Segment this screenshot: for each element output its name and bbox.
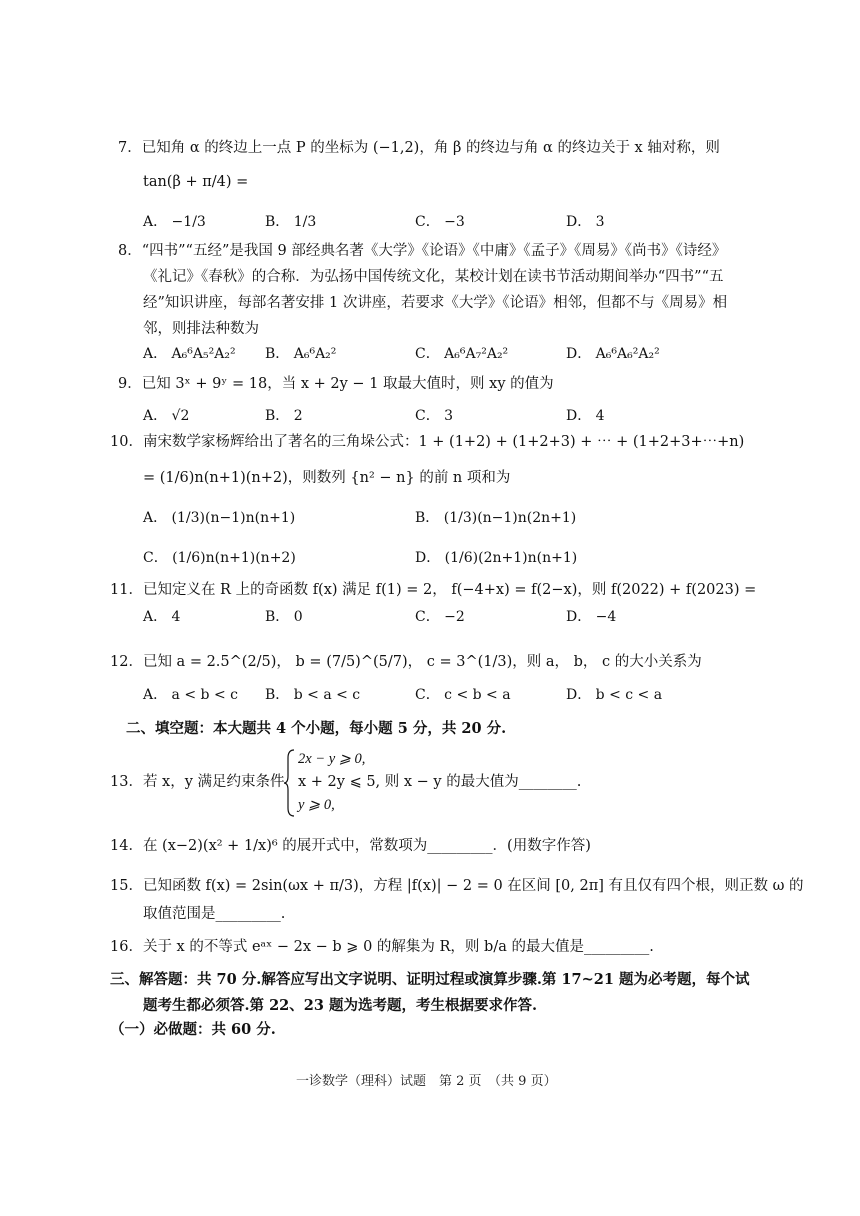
q8-option-a: A． A₆⁶A₅²A₂² [143, 346, 236, 362]
q7-option-b: B． 1/3 [265, 214, 317, 230]
q10-option-b: B． (1/3)(n−1)n(2n+1) [415, 510, 577, 526]
page-footer: 一诊数学（理科）试题 第 2 页 （共 9 页） [296, 1074, 557, 1089]
q11-option-b: B． 0 [265, 609, 303, 625]
q10-option-c: C． (1/6)n(n+1)(n+2) [143, 550, 296, 566]
q12-option-a: A． a < b < c [143, 687, 238, 703]
q8-option-d: D． A₆⁶A₆²A₂² [566, 346, 660, 362]
q7-option-a: A． −1/3 [143, 214, 206, 230]
section-heading-fill-in: 二、填空题：本大题共 4 个小题，每小题 5 分，共 20 分. [126, 720, 507, 737]
q12-option-d: D． b < c < a [566, 687, 663, 703]
q8-line3: 经”知识讲座，每部名著安排 1 次讲座，若要求《大学》《论语》相邻，但都不与《周易》相 [143, 295, 728, 311]
q8-line1: 8．“四书”“五经”是我国 9 部经典名著《大学》《论语》《中庸》《孟子》《周易》《尚书》《诗经》 [118, 243, 727, 259]
q11-option-c: C． −2 [415, 609, 465, 625]
q13-constraint-2: x + 2y ⩽ 5, 则 x − y 的最大值为________. [298, 774, 582, 790]
subsection-required: （一）必做题：共 60 分. [110, 1021, 276, 1038]
q11-line1: 11．已知定义在 R 上的奇函数 f(x) 满足 f(1) = 2， f(−4+x) = f(2−x)，则 f(2022) + f(2023) = [110, 582, 757, 598]
q12-option-b: B． b < a < c [265, 687, 361, 703]
q7-option-c: C． −3 [415, 214, 465, 230]
section-heading-solutions-line1: 三、解答题：共 70 分.解答应写出文字说明、证明过程或演算步骤.第 17~21 题为必考题，每个试 [110, 971, 750, 988]
q11-option-d: D． −4 [566, 609, 617, 625]
q8-option-b: B． A₆⁶A₂² [265, 346, 337, 362]
q9-option-c: C． 3 [415, 408, 454, 424]
q13-lead: 13．若 x，y 满足约束条件 [110, 774, 285, 790]
q10-line2: = (1/6)n(n+1)(n+2)，则数列 {n² − n} 的前 n 项和为 [143, 470, 511, 486]
q12-option-c: C． c < b < a [415, 687, 511, 703]
q11-option-a: A． 4 [143, 609, 181, 625]
q8-option-c: C． A₆⁶A₇²A₂² [415, 346, 509, 362]
q13-brace [284, 748, 296, 818]
section-heading-solutions-line2: 题考生都必须答.第 22、23 题为选考题，考生根据要求作答. [143, 997, 538, 1014]
q8-line2: 《礼记》《春秋》的合称．为弘扬中国传统文化，某校计划在读书节活动期间举办“四书”“五 [143, 269, 724, 285]
q12-line1: 12．已知 a = 2.5^(2/5)， b = (7/5)^(5/7)， c = 3^(1/3)，则 a， b， c 的大小关系为 [110, 654, 702, 670]
q9-option-a: A． √2 [143, 408, 190, 424]
q8-line4: 邻，则排法种数为 [143, 321, 259, 337]
q7-line1: 7．已知角 α 的终边上一点 P 的坐标为 (−1,2)，角 β 的终边与角 α 的终边关于 x 轴对称，则 [118, 140, 720, 156]
q9-line1: 9．已知 3ˣ + 9ʸ = 18，当 x + 2y − 1 取最大值时，则 xy 的值为 [118, 376, 554, 392]
q9-option-b: B． 2 [265, 408, 303, 424]
q14-line: 14．在 (x−2)(x² + 1/x)⁶ 的展开式中，常数项为_________．(用数字作答) [110, 838, 591, 854]
q15-line2: 取值范围是_________. [143, 906, 286, 922]
q15-line1: 15．已知函数 f(x) = 2sin(ωx + π/3)，方程 |f(x)| − 2 = 0 在区间 [0, 2π] 有且仅有四个根，则正数 ω 的 [110, 878, 804, 894]
q7-option-d: D． 3 [566, 214, 605, 230]
q9-option-d: D． 4 [566, 408, 605, 424]
q13-constraint-1: 2x − y ⩾ 0, [298, 751, 366, 767]
q7-line2: tan(β + π/4) = [143, 174, 249, 190]
q13-constraint-3: y ⩾ 0, [298, 797, 335, 813]
q10-option-a: A． (1/3)(n−1)n(n+1) [143, 510, 296, 526]
q10-option-d: D． (1/6)(2n+1)n(n+1) [415, 550, 578, 566]
q16-line: 16．关于 x 的不等式 eᵃˣ − 2x − b ⩾ 0 的解集为 R，则 b/a 的最大值是_________. [110, 939, 654, 955]
q10-line1: 10．南宋数学家杨辉给出了著名的三角垛公式：1 + (1+2) + (1+2+3) + ⋯ + (1+2+3+⋯+n) [110, 434, 745, 450]
